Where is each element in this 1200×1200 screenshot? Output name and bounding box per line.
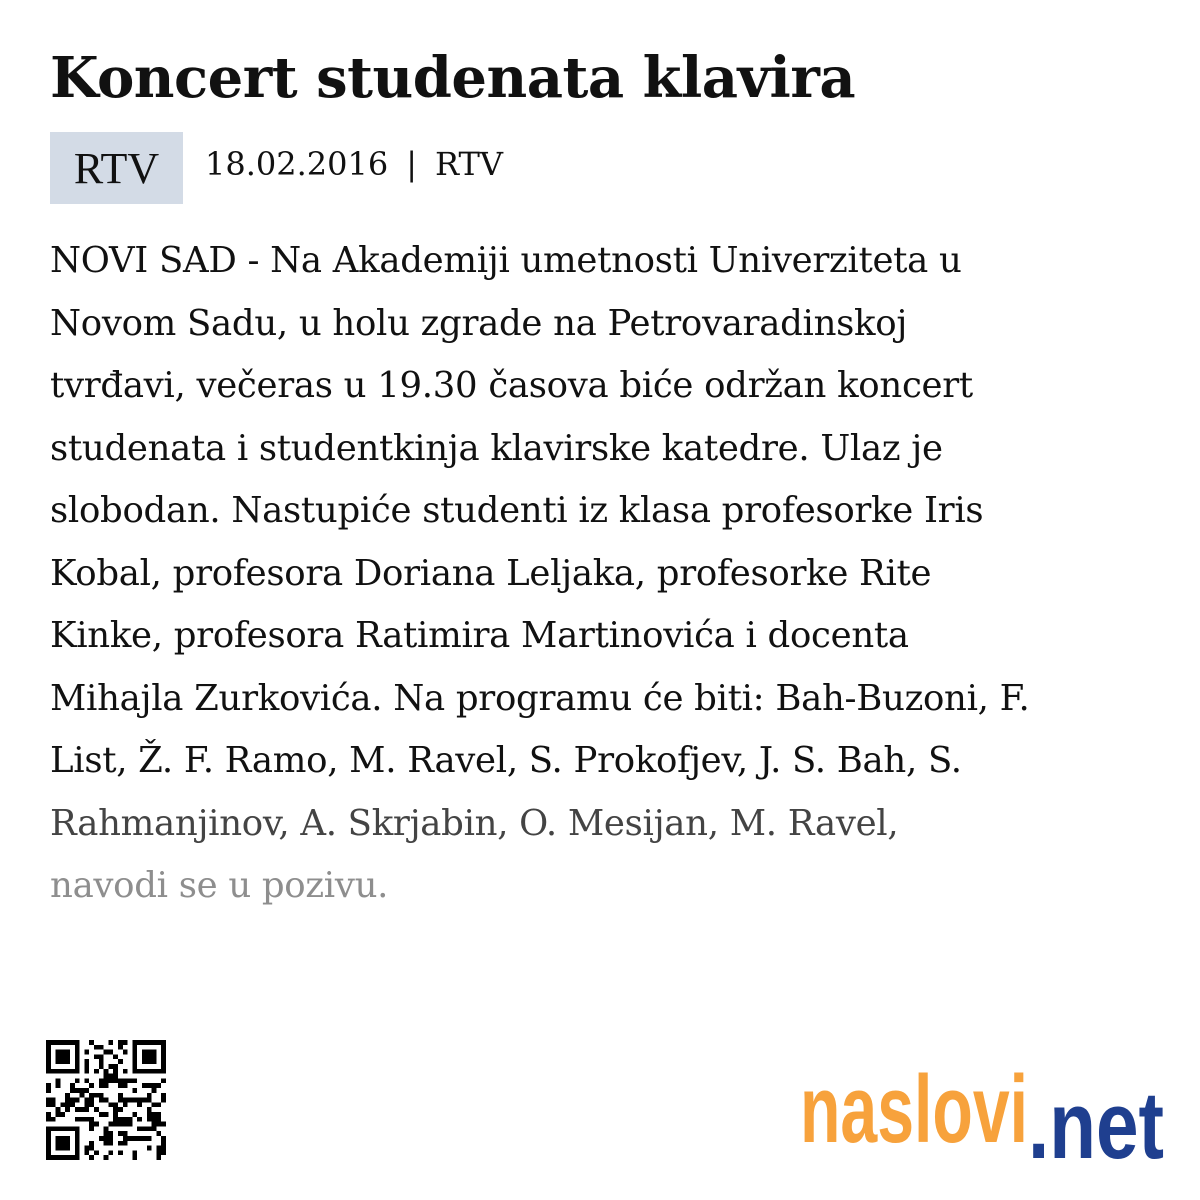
meta-text — [205, 144, 503, 184]
article-meta — [50, 132, 503, 204]
body-line: Novom Sadu, u holu zgrade na Petrovaradinskoj — [50, 302, 908, 344]
body-line: slobodan. Nastupiće studenti iz klasa profesorke Iris — [50, 490, 984, 531]
body-line: Mihajla Zurkovića. Na programu će biti: Bah-Buzoni, F. — [50, 677, 1030, 719]
qr-code-icon[interactable] — [46, 1038, 166, 1162]
source-badge[interactable]: RTV — [50, 132, 183, 204]
body-line: Kobal, profesora Doriana Leljaka, profesorke Rite — [50, 552, 932, 594]
article-date: 18.02.2016 — [205, 145, 389, 183]
meta-separator: | — [406, 145, 417, 183]
logo-text-net: .net — [1028, 1072, 1164, 1165]
body-line: tvrđavi, večeras u 19.30 časova biće održan koncert — [50, 365, 973, 406]
article-source[interactable]: RTV — [435, 145, 503, 183]
body-line: Kinke, profesora Ratimira Martinovića i docenta — [50, 615, 909, 656]
logo-text-naslovi: naslovi — [800, 1056, 1028, 1163]
body-line: List, Ž. F. Ramo, M. Ravel, S. Prokofjev, J. S. Bah, S. — [50, 740, 962, 781]
body-line: studenata i studentkinja klavirske katedre. Ulaz je — [50, 427, 943, 469]
article-title: Koncert studenata klavira — [50, 45, 856, 111]
naslovi-logo[interactable] — [800, 1050, 1170, 1165]
body-line: NOVI SAD - Na Akademiji umetnosti Univerziteta u — [50, 240, 962, 281]
body-line: Rahmanjinov, A. Skrjabin, O. Mesijan, M. Ravel, — [50, 802, 899, 844]
article-body — [50, 230, 1160, 918]
body-line: navodi se u pozivu. — [50, 865, 389, 906]
